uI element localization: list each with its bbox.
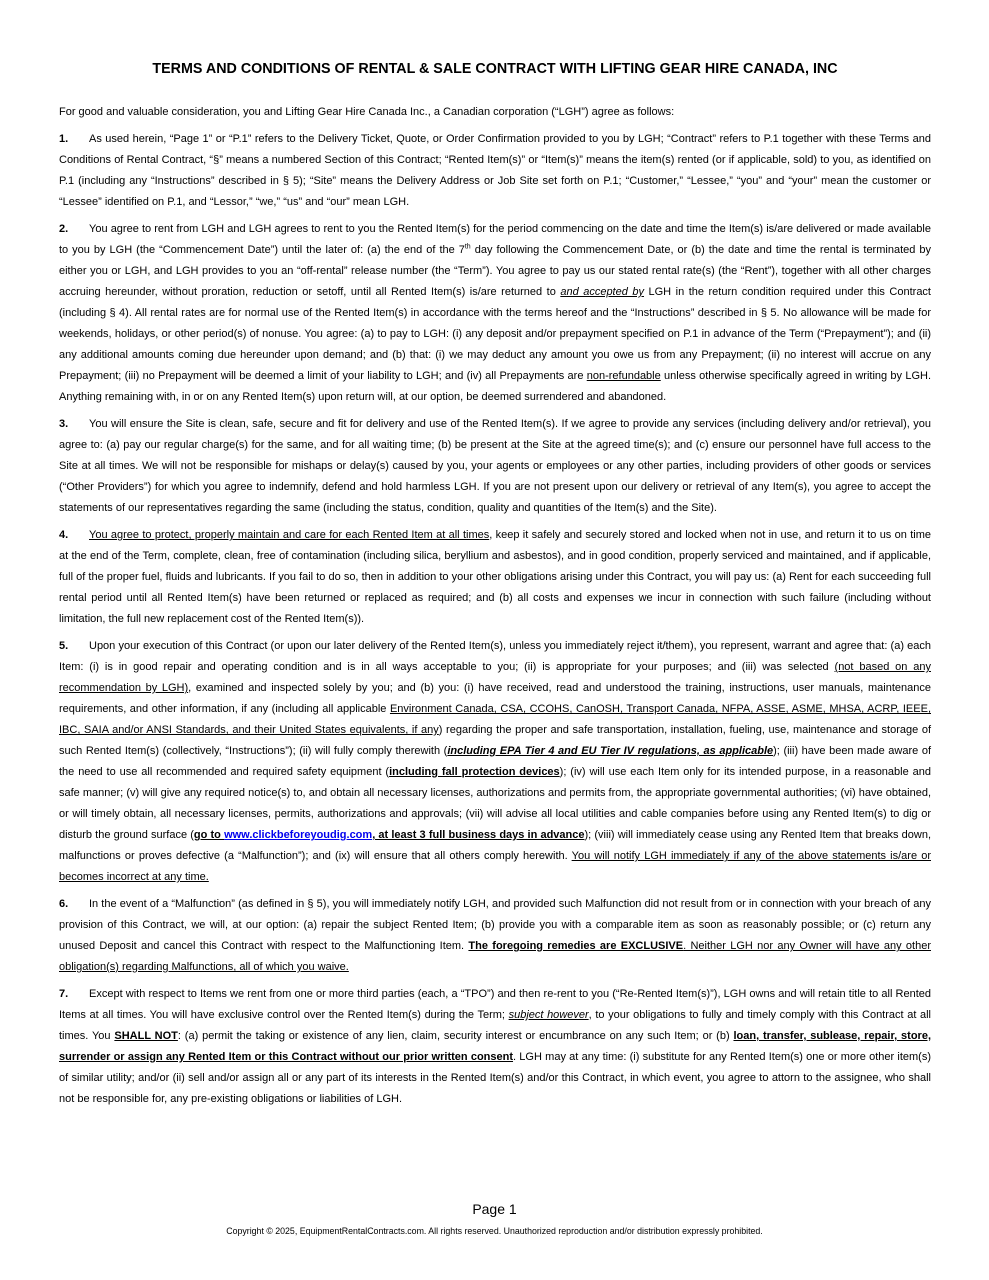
section-5-representations xyxy=(59,636,931,888)
page-number: Page 1 xyxy=(472,1201,517,1217)
clickbeforeyoudig-link[interactable]: www.clickbeforeyoudig.com xyxy=(224,829,373,841)
section-4-care-of-items xyxy=(59,525,931,630)
section-5-number: 5. xyxy=(59,640,69,652)
intro-paragraph: For good and valuable consideration, you and Lifting Gear Hire Canada Inc., a Canadian corporation (“LGH”) agree as follows: xyxy=(59,106,675,118)
section-1-text: As used herein, “Page 1” or “P.1” refers to the Delivery Ticket, Quote, or Order Confirmation provided to you by LGH; “Contract” refers to P.1 together with these Terms and Conditions of Rental Contract, “§” means a numbered Section of this Contract; “Rented Item(s)” or “Item(s)” means the item(s) rented (or if applicable, sold) to you, as identified on P.1 (including any “Instructions” described in § 5); “Site” means the Delivery Address or Job Site set forth on P.1; “Customer,” “Lessee,” “you” and “your” mean the customer or “Lessee” identified on P.1, and “Lessor,” “we,” “us” and “our” mean LGH. xyxy=(59,133,931,208)
section-7-number: 7. xyxy=(59,988,69,1000)
section-6-text: In the event of a “Malfunction” (as defined in § 5), you will immediately notify LGH, and provided such Malfunction did not result from or in connection with your breach of any provision of this Contract, we will, at our option: (a) repair the subject Rented Item; (b) provide you with a comparable item as soon as reasonably possible; or (c) return any unused Deposit and cancel this Contract with respect to the Malfunctioning Item. The foregoing remedies are EXCLUSIVE. Neither LGH nor any Owner will have any other obligation(s) regarding Malfunctions, all of which you waive. xyxy=(59,898,931,973)
section-6-malfunction xyxy=(59,894,931,978)
section-3-site xyxy=(59,414,931,519)
section-2-text: You agree to rent from LGH and LGH agrees to rent to you the Rented Item(s) for the period commencing on the date and time the Item(s) is/are delivered or made available to you by LGH (the “Commencement Date”) until the later of: (a) the end of the 7th day following the Commencement Date, or (b) the date and time the rental is terminated by either you or LGH, and LGH provides to you an “off-rental” release number (the “Term”). You agree to pay us our stated rental rate(s) (the “Rent”), together with all other charges accruing hereunder, without proration, reduction or setoff, until all Rented Item(s) is/are returned to and accepted by LGH in the return condition required under this Contract (including § 4). All rental rates are for normal use of the Rented Item(s) in accordance with the terms hereof and the “Instructions” described in § 5. No allowance will be made for weekends, holidays, or other period(s) of nonuse. You agree: (a) to pay to LGH: (i) any deposit and/or prepayment specified on P.1 in advance of the Term (“Prepayment”); and (ii) any additional amounts coming due hereunder upon demand; and (b) that: (i) we may deduct any amount you owe us from any Prepayment; (ii) no interest will accrue on any Prepayment; (iii) no Prepayment will be deemed a limit of your liability to LGH; and (iv) all Prepayments are non-refundable unless otherwise specifically agreed in writing by LGH. Anything remaining with, in or on any Rented Item(s) upon return will, at our option, be deemed surrendered and abandoned. xyxy=(59,223,932,403)
section-7-title-ownership xyxy=(59,984,931,1110)
section-3-text: You will ensure the Site is clean, safe, secure and fit for delivery and use of the Rented Item(s). If we agree to provide any services (including delivery and/or retrieval), you agree to: (a) pay our regular charge(s) for the same, and for all waiting time; (b) be present at the Site at the agreed time(s); and (c) ensure our personnel have full access to the Site at all times. We will not be responsible for mishaps or delay(s) caused by you, your agents or employees or any other parties, including providers of other goods or services (“Other Providers”) for which you agree to indemnify, defend and hold harmless LGH. If you are not present upon our delivery or retrieval of any Item(s), you agree to accept the statements of our representatives regarding the same (including the status, condition, quality and quantities of the Item(s) and the Site). xyxy=(59,418,931,514)
section-2-rental-term xyxy=(59,219,931,408)
section-6-number: 6. xyxy=(59,898,69,910)
section-1-number: 1. xyxy=(59,133,69,145)
section-5-text: Upon your execution of this Contract (or upon our later delivery of the Rented Item(s), unless you immediately reject it/them), you represent, warrant and agree that: (a) each Item: (i) is in good repair and operating condition and is in all ways acceptable to you; (ii) is appropriate for your purposes; and (iii) was selected (not based on any recommendation by LGH), examined and inspected solely by you; and (b) you: (i) have received, read and understood the training, instructions, user manuals, maintenance requirements, and other information, if any (including all applicable Environment Canada, CSA, CCOHS, CanOSH, Transport Canada, NFPA, ASSE, ASME, MHSA, ACRP, IEEE, IBC, SAIA and/or ANSI Standards, and their United States equivalents, if any) regarding the proper and safe transportation, installation, fueling, use, maintenance and storage of such Rented Item(s) (collectively, “Instructions”); (ii) will fully comply therewith (including EPA Tier 4 and EU Tier IV regulations, as applicable); (iii) have been made aware of the need to use all recommended and required safety equipment (including fall protection devices); (iv) will use each Item only for its intended purpose, in a reasonable and safe manner; (v) will give any required notice(s) to, and obtain all necessary licenses, authorizations and permits from, the appropriate governmental authorities; (vi) have obtained, or will timely obtain, all necessary licenses, permits, authorizations and approvals; (vii) will advise all local utilities and cable companies before using any Rented Item(s) to dig or disturb the ground surface (go to www.clickbeforeyoudig.com, at least 3 full business days in advance); (viii) will immediately cease using any Rented Item that breaks down, malfunctions or proves defective (a “Malfunction”); and (ix) will ensure that all others comply herewith. You will notify LGH immediately if any of the above statements is/are or becomes incorrect at any time. xyxy=(59,640,932,883)
section-4-number: 4. xyxy=(59,529,69,541)
section-4-text: You agree to protect, properly maintain and care for each Rented Item at all times, keep it safely and securely stored and locked when not in use, and return it to us on time at the end of the Term, complete, clean, free of contamination (including silica, beryllium and asbestos), and in good condition, properly serviced and maintained, and if applicable, full of the proper fuel, fluids and lubricants. If you fail to do so, then in addition to your other obligations arising under this Contract, you will pay us: (a) Rent for each succeeding full rental period until all Rented Item(s) have been returned or replaced as required; and (b) all costs and expenses we incur in connection with such failure (including without limitation, the full new replacement cost of the Rented Item(s)). xyxy=(59,529,931,625)
section-3-number: 3. xyxy=(59,418,69,430)
section-2-number: 2. xyxy=(59,223,69,235)
section-7-text: Except with respect to Items we rent from one or more third parties (each, a “TPO”) and then re-rent to you (“Re-Rented Item(s)”), LGH owns and will retain title to all Rented Items at all times. You will have exclusive control over the Rented Item(s) during the Term; subject however, to your obligations to fully and timely comply with this Contract at all times. You SHALL NOT: (a) permit the taking or existence of any lien, claim, security interest or encumbrance on any such Item; or (b) loan, transfer, sublease, repair, store, surrender or assign any Rented Item or this Contract without our prior written consent. LGH may at any time: (i) substitute for any Rented Item(s) one or more other item(s) of similar utility; and/or (ii) sell and/or assign all or any part of its interests in the Rented Item(s) and/or this Contract, in which event, you agree to attorn to the assignee, who shall not be responsible for, any pre-existing obligations or liabilities of LGH. xyxy=(59,988,931,1105)
section-1-definitions xyxy=(59,129,931,213)
copyright-notice: Copyright © 2025, EquipmentRentalContracts.com. All rights reserved. Unauthorized reproduction and/or distribution expressly prohibited. xyxy=(226,1226,763,1236)
document-title: TERMS AND CONDITIONS OF RENTAL & SALE CONTRACT WITH LIFTING GEAR HIRE CANADA, INC xyxy=(152,61,838,77)
